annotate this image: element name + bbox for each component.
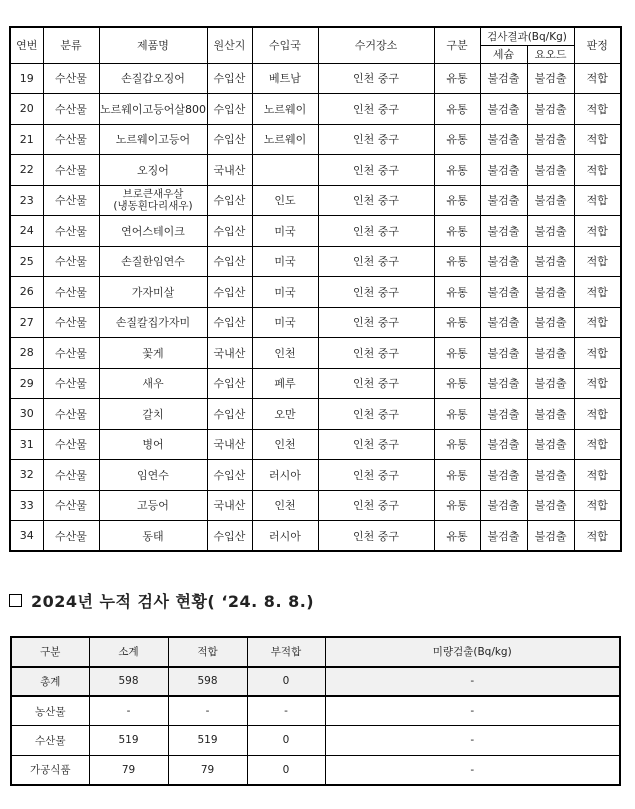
cell-collection-place: 인천 중구 (318, 460, 434, 491)
cell-collection-place: 인천 중구 (318, 216, 434, 247)
table-row (10, 521, 621, 552)
table-row (10, 338, 621, 369)
cell-category: 수산물 (43, 307, 99, 338)
cell-no: 19 (10, 63, 43, 94)
cell-cesium: 불검출 (480, 63, 527, 94)
cell-no: 30 (10, 399, 43, 430)
cell-origin: 수입산 (207, 216, 252, 247)
cell-judgement: 적합 (574, 399, 621, 430)
cell-iodine: 불검출 (527, 63, 574, 94)
cell-category: 수산물 (43, 185, 99, 216)
cell-category: 수산물 (43, 216, 99, 247)
summary-cell-subtotal: 598 (89, 667, 168, 697)
header-no: 연번 (10, 27, 43, 63)
cell-cesium: 불검출 (480, 185, 527, 216)
cell-type: 유통 (434, 246, 480, 277)
cell-cesium: 불검출 (480, 399, 527, 430)
cell-type: 유통 (434, 338, 480, 369)
cell-iodine: 불검출 (527, 124, 574, 155)
summary-cell-trace: - (325, 726, 620, 756)
cell-type: 유통 (434, 185, 480, 216)
cell-judgement: 적합 (574, 124, 621, 155)
cell-collection-place: 인천 중구 (318, 124, 434, 155)
table-body (10, 63, 621, 551)
cell-type: 유통 (434, 124, 480, 155)
summary-row (11, 696, 620, 726)
table-row (10, 124, 621, 155)
cell-origin: 국내산 (207, 155, 252, 186)
cell-product: 손질한임연수 (99, 246, 207, 277)
cell-category: 수산물 (43, 246, 99, 277)
cell-no: 33 (10, 490, 43, 521)
cell-cesium: 불검출 (480, 521, 527, 552)
cell-iodine: 불검출 (527, 185, 574, 216)
cell-type: 유통 (434, 307, 480, 338)
cell-iodine: 불검출 (527, 368, 574, 399)
cell-judgement: 적합 (574, 338, 621, 369)
summary-cell-subtotal: - (89, 696, 168, 726)
cell-product: 갈치 (99, 399, 207, 430)
cell-import-country: 러시아 (252, 521, 318, 552)
cell-category: 수산물 (43, 124, 99, 155)
cell-cesium: 불검출 (480, 307, 527, 338)
summary-header (11, 637, 620, 667)
summary-cell-fail: - (247, 696, 325, 726)
summary-body (11, 667, 620, 785)
cell-judgement: 적합 (574, 63, 621, 94)
summary-header-subtotal: 소계 (89, 637, 168, 667)
cumulative-summary-table (10, 636, 621, 786)
cell-collection-place: 인천 중구 (318, 399, 434, 430)
cell-import-country: 노르웨이 (252, 94, 318, 125)
cell-cesium: 불검출 (480, 490, 527, 521)
cell-judgement: 적합 (574, 94, 621, 125)
cell-iodine: 불검출 (527, 216, 574, 247)
cell-product: 노르웨이고등어 (99, 124, 207, 155)
cell-cesium: 불검출 (480, 124, 527, 155)
header-collection-place: 수거장소 (318, 27, 434, 63)
cell-origin: 수입산 (207, 185, 252, 216)
cell-category: 수산물 (43, 460, 99, 491)
cell-origin: 수입산 (207, 94, 252, 125)
cell-collection-place: 인천 중구 (318, 155, 434, 186)
table-row (10, 460, 621, 491)
cell-import-country: 인천 (252, 429, 318, 460)
cell-no: 32 (10, 460, 43, 491)
cell-judgement: 적합 (574, 460, 621, 491)
cell-cesium: 불검출 (480, 246, 527, 277)
cell-origin: 수입산 (207, 246, 252, 277)
cell-type: 유통 (434, 490, 480, 521)
table-row (10, 94, 621, 125)
summary-row (11, 726, 620, 756)
cell-product: 오징어 (99, 155, 207, 186)
cell-judgement: 적합 (574, 246, 621, 277)
cell-origin: 수입산 (207, 521, 252, 552)
cell-cesium: 불검출 (480, 429, 527, 460)
cell-product: 가자미살 (99, 277, 207, 308)
cell-no: 26 (10, 277, 43, 308)
cell-no: 34 (10, 521, 43, 552)
cell-collection-place: 인천 중구 (318, 338, 434, 369)
checkbox-square-icon (9, 594, 22, 607)
cell-no: 25 (10, 246, 43, 277)
cell-collection-place: 인천 중구 (318, 429, 434, 460)
cell-no: 20 (10, 94, 43, 125)
cell-collection-place: 인천 중구 (318, 307, 434, 338)
summary-header-type: 구분 (11, 637, 89, 667)
cell-judgement: 적합 (574, 368, 621, 399)
cell-no: 31 (10, 429, 43, 460)
cell-product: 꽃게 (99, 338, 207, 369)
cell-no: 27 (10, 307, 43, 338)
cell-product: 새우 (99, 368, 207, 399)
cell-category: 수산물 (43, 63, 99, 94)
cell-category: 수산물 (43, 368, 99, 399)
cell-type: 유통 (434, 521, 480, 552)
cell-import-country: 인도 (252, 185, 318, 216)
cell-type: 유통 (434, 368, 480, 399)
table-row (10, 490, 621, 521)
cell-import-country: 미국 (252, 307, 318, 338)
cell-no: 23 (10, 185, 43, 216)
cell-cesium: 불검출 (480, 94, 527, 125)
summary-cell-trace: - (325, 755, 620, 785)
summary-cell-type: 수산물 (11, 726, 89, 756)
summary-row (11, 755, 620, 785)
cell-origin: 수입산 (207, 124, 252, 155)
cell-category: 수산물 (43, 277, 99, 308)
summary-header-fail: 부적합 (247, 637, 325, 667)
cell-import-country: 오만 (252, 399, 318, 430)
cell-no: 22 (10, 155, 43, 186)
table-row (10, 429, 621, 460)
cell-no: 21 (10, 124, 43, 155)
cell-collection-place: 인천 중구 (318, 521, 434, 552)
cell-origin: 수입산 (207, 368, 252, 399)
summary-cell-fail: 0 (247, 755, 325, 785)
cell-iodine: 불검출 (527, 521, 574, 552)
cell-type: 유통 (434, 277, 480, 308)
cell-origin: 수입산 (207, 63, 252, 94)
cell-collection-place: 인천 중구 (318, 490, 434, 521)
cell-iodine: 불검출 (527, 246, 574, 277)
cell-type: 유통 (434, 63, 480, 94)
cell-type: 유통 (434, 94, 480, 125)
cell-product: 노르웨이고등어살800 (99, 94, 207, 125)
cell-iodine: 불검출 (527, 490, 574, 521)
header-category: 분류 (43, 27, 99, 63)
table-row (10, 155, 621, 186)
cell-collection-place: 인천 중구 (318, 94, 434, 125)
cell-collection-place: 인천 중구 (318, 368, 434, 399)
cell-origin: 국내산 (207, 338, 252, 369)
cell-iodine: 불검출 (527, 155, 574, 186)
cell-category: 수산물 (43, 338, 99, 369)
header-cesium: 세슘 (480, 45, 527, 63)
cell-judgement: 적합 (574, 277, 621, 308)
cell-type: 유통 (434, 155, 480, 186)
cell-product: 손질갑오징어 (99, 63, 207, 94)
cell-category: 수산물 (43, 490, 99, 521)
table-row (10, 216, 621, 247)
cell-origin: 수입산 (207, 307, 252, 338)
table-header (10, 27, 621, 63)
header-import-country: 수입국 (252, 27, 318, 63)
cell-import-country: 베트남 (252, 63, 318, 94)
cell-iodine: 불검출 (527, 429, 574, 460)
table-row (10, 399, 621, 430)
cell-type: 유통 (434, 399, 480, 430)
cell-product: 동태 (99, 521, 207, 552)
table-row (10, 63, 621, 94)
cell-category: 수산물 (43, 399, 99, 430)
summary-cell-type: 총계 (11, 667, 89, 697)
table-row (10, 307, 621, 338)
cell-origin: 수입산 (207, 460, 252, 491)
cell-cesium: 불검출 (480, 216, 527, 247)
header-origin: 원산지 (207, 27, 252, 63)
cell-judgement: 적합 (574, 521, 621, 552)
summary-cell-pass: 598 (168, 667, 247, 697)
cell-judgement: 적합 (574, 185, 621, 216)
summary-cell-type: 가공식품 (11, 755, 89, 785)
header-result-group: 검사결과(Bq/Kg) (480, 27, 574, 45)
cell-collection-place: 인천 중구 (318, 63, 434, 94)
cell-type: 유통 (434, 429, 480, 460)
cell-product: 병어 (99, 429, 207, 460)
summary-cell-trace: - (325, 696, 620, 726)
cell-cesium: 불검출 (480, 155, 527, 186)
table-row (10, 185, 621, 216)
cell-import-country: 미국 (252, 216, 318, 247)
table-row (10, 246, 621, 277)
header-judgement: 판정 (574, 27, 621, 63)
cell-judgement: 적합 (574, 429, 621, 460)
cell-origin: 국내산 (207, 429, 252, 460)
cell-no: 24 (10, 216, 43, 247)
cell-cesium: 불검출 (480, 368, 527, 399)
summary-header-trace: 미량검출(Bq/kg) (325, 637, 620, 667)
cell-import-country: 미국 (252, 277, 318, 308)
cell-import-country: 미국 (252, 246, 318, 277)
cell-product: 손질칼집가자미 (99, 307, 207, 338)
cell-iodine: 불검출 (527, 399, 574, 430)
cell-judgement: 적합 (574, 155, 621, 186)
cell-product: 연어스테이크 (99, 216, 207, 247)
cell-type: 유통 (434, 216, 480, 247)
cell-iodine: 불검출 (527, 460, 574, 491)
header-type: 구분 (434, 27, 480, 63)
summary-cell-fail: 0 (247, 726, 325, 756)
cell-cesium: 불검출 (480, 277, 527, 308)
cell-iodine: 불검출 (527, 307, 574, 338)
cell-type: 유통 (434, 460, 480, 491)
table-row (10, 368, 621, 399)
cell-import-country (252, 155, 318, 186)
cell-cesium: 불검출 (480, 460, 527, 491)
cell-import-country: 페루 (252, 368, 318, 399)
cell-category: 수산물 (43, 94, 99, 125)
cell-import-country: 노르웨이 (252, 124, 318, 155)
cell-collection-place: 인천 중구 (318, 185, 434, 216)
cell-judgement: 적합 (574, 307, 621, 338)
cell-collection-place: 인천 중구 (318, 246, 434, 277)
header-iodine: 요오드 (527, 45, 574, 63)
cell-judgement: 적합 (574, 490, 621, 521)
summary-cell-fail: 0 (247, 667, 325, 697)
summary-cell-pass: - (168, 696, 247, 726)
cell-iodine: 불검출 (527, 94, 574, 125)
cell-product: 고등어 (99, 490, 207, 521)
cell-collection-place: 인천 중구 (318, 277, 434, 308)
header-product: 제품명 (99, 27, 207, 63)
cell-judgement: 적합 (574, 216, 621, 247)
summary-row (11, 667, 620, 697)
cell-origin: 수입산 (207, 277, 252, 308)
cell-category: 수산물 (43, 155, 99, 186)
section-title-text: 2024년 누적 검사 현황( ‘24. 8. 8.) (31, 592, 315, 611)
summary-cell-trace: - (325, 667, 620, 697)
cell-import-country: 러시아 (252, 460, 318, 491)
cell-iodine: 불검출 (527, 338, 574, 369)
summary-cell-type: 농산물 (11, 696, 89, 726)
cell-import-country: 인천 (252, 490, 318, 521)
summary-cell-pass: 79 (168, 755, 247, 785)
summary-header-pass: 적합 (168, 637, 247, 667)
summary-cell-subtotal: 519 (89, 726, 168, 756)
cell-origin: 국내산 (207, 490, 252, 521)
cell-product: 브로큰새우살 (냉동흰다리새우) (99, 185, 207, 216)
cell-category: 수산물 (43, 429, 99, 460)
cell-import-country: 인천 (252, 338, 318, 369)
cell-iodine: 불검출 (527, 277, 574, 308)
summary-cell-pass: 519 (168, 726, 247, 756)
cell-no: 28 (10, 338, 43, 369)
table-row (10, 277, 621, 308)
cell-cesium: 불검출 (480, 338, 527, 369)
cell-no: 29 (10, 368, 43, 399)
summary-cell-subtotal: 79 (89, 755, 168, 785)
section-heading (9, 589, 314, 612)
cell-origin: 수입산 (207, 399, 252, 430)
inspection-results-table (9, 26, 622, 552)
cell-category: 수산물 (43, 521, 99, 552)
cell-product: 임연수 (99, 460, 207, 491)
